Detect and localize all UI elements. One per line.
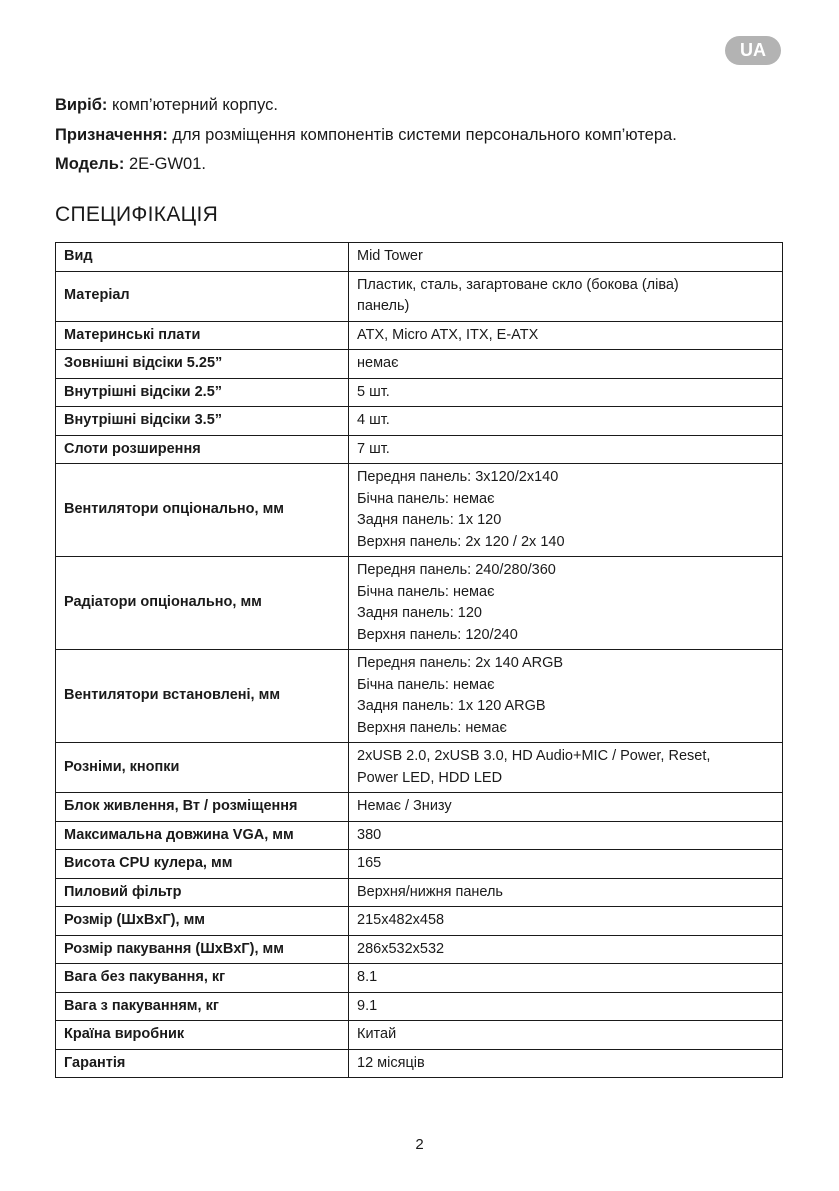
spec-value: 215x482x458 [349,907,783,936]
spec-row [56,378,783,407]
spec-row [56,557,783,650]
spec-key: Вид [56,243,349,272]
spec-value: Пластик, сталь, загартоване скло (бокова (ліва) панель) [349,271,783,321]
spec-row [56,964,783,993]
spec-key: Пиловий фільтр [56,878,349,907]
spec-key: Вага без пакування, кг [56,964,349,993]
spec-value: Передня панель: 2x 140 ARGB Бічна панель: немає Задня панель: 1x 120 ARGB Верхня панель: немає [349,650,783,743]
product-line [55,91,677,121]
model-value: 2E-GW01. [124,155,206,173]
spec-table-body [56,243,783,1078]
spec-row [56,350,783,379]
spec-key: Вентилятори опціонально, мм [56,464,349,557]
purpose-value: для розміщення компонентів системи персонального комп’ютера. [167,125,677,144]
spec-value: ATX, Micro ATX, ITX, E-ATX [349,321,783,350]
spec-row [56,1049,783,1078]
spec-row [56,935,783,964]
spec-key: Максимальна довжина VGA, мм [56,821,349,850]
spec-key: Матеріал [56,271,349,321]
spec-key: Розмір пакування (ШxВxГ), мм [56,935,349,964]
spec-key: Вентилятори встановлені, мм [56,650,349,743]
spec-value: Передня панель: 3x120/2x140 Бічна панель: немає Задня панель: 1x 120 Верхня панель: 2x 120 / 2x 140 [349,464,783,557]
spec-key: Блок живлення, Вт / розміщення [56,793,349,822]
spec-value: 12 місяців [349,1049,783,1078]
spec-key: Висота CPU кулера, мм [56,850,349,879]
spec-row [56,992,783,1021]
spec-value: 9.1 [349,992,783,1021]
spec-row [56,907,783,936]
spec-row [56,850,783,879]
spec-value: Mid Tower [349,243,783,272]
spec-value: 8.1 [349,964,783,993]
product-intro [55,91,677,180]
spec-value: 5 шт. [349,378,783,407]
spec-key: Країна виробник [56,1021,349,1050]
spec-key: Внутрішні відсіки 3.5” [56,407,349,436]
spec-key: Слоти розширення [56,435,349,464]
spec-row [56,243,783,272]
spec-row [56,407,783,436]
spec-value: Верхня/нижня панель [349,878,783,907]
spec-value: Передня панель: 240/280/360 Бічна панель: немає Задня панель: 120 Верхня панель: 120/240 [349,557,783,650]
spec-value: 4 шт. [349,407,783,436]
spec-row [56,435,783,464]
product-value: комп’ютерний корпус. [107,96,278,114]
spec-key: Розмір (ШxВxГ), мм [56,907,349,936]
spec-value: 380 [349,821,783,850]
purpose-line [55,121,677,151]
spec-row [56,650,783,743]
model-line [55,150,677,180]
spec-value: 7 шт. [349,435,783,464]
spec-key: Розніми, кнопки [56,743,349,793]
spec-key: Зовнішні відсіки 5.25” [56,350,349,379]
spec-key: Радіатори опціонально, мм [56,557,349,650]
spec-key: Вага з пакуванням, кг [56,992,349,1021]
spec-row [56,464,783,557]
spec-row [56,821,783,850]
spec-table [55,242,783,1078]
language-badge: UA [725,36,781,65]
spec-key: Гарантія [56,1049,349,1078]
spec-row [56,271,783,321]
section-title: СПЕЦИФІКАЦІЯ [55,203,219,226]
spec-value: 165 [349,850,783,879]
spec-value: 286x532x532 [349,935,783,964]
spec-value: Немає / Знизу [349,793,783,822]
page-number: 2 [415,1136,424,1153]
spec-row [56,321,783,350]
spec-row [56,743,783,793]
spec-value: Китай [349,1021,783,1050]
spec-key: Материнські плати [56,321,349,350]
spec-row [56,1021,783,1050]
spec-value: немає [349,350,783,379]
model-label: Модель: [55,155,125,173]
spec-value: 2xUSB 2.0, 2xUSB 3.0, HD Audio+MIC / Power, Reset, Power LED, HDD LED [349,743,783,793]
purpose-label: Призначення: [55,125,168,144]
product-label: Виріб: [55,96,108,114]
spec-row [56,793,783,822]
spec-key: Внутрішні відсіки 2.5” [56,378,349,407]
spec-row [56,878,783,907]
